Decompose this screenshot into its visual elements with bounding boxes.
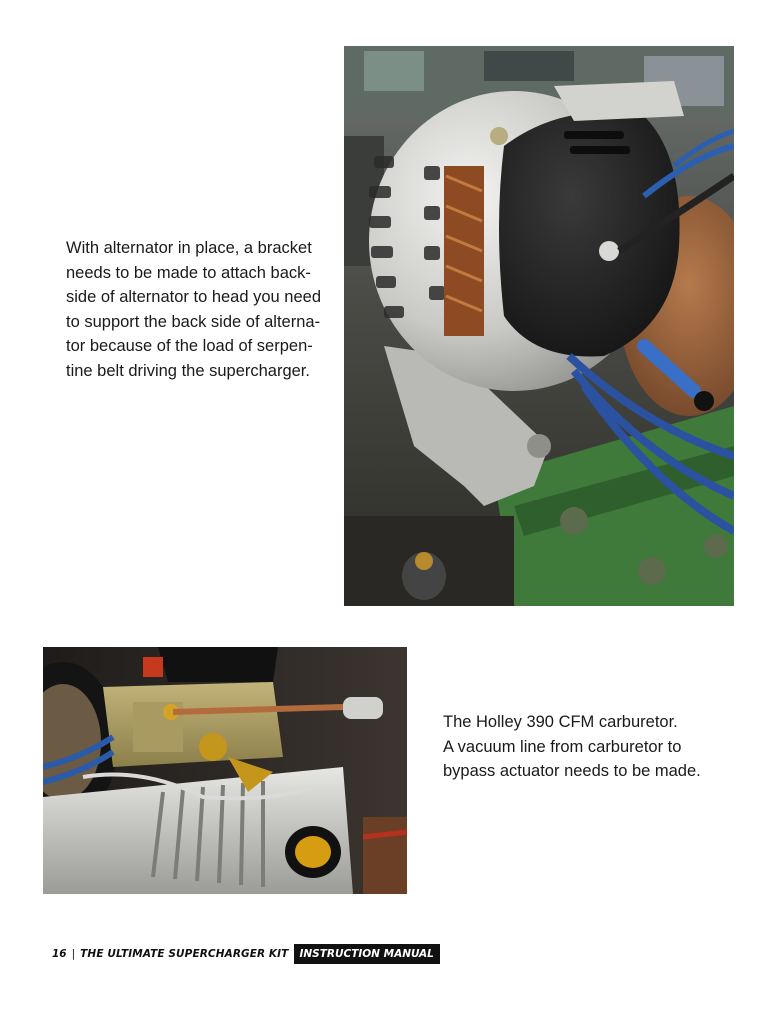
instruction-manual-tag: INSTRUCTION MANUAL: [294, 944, 439, 964]
caption-line: tine belt driving the supercharger.: [66, 361, 310, 380]
caption-line: bypass actuator needs to be made.: [443, 762, 701, 780]
footer-separator: |: [71, 948, 76, 960]
caption-line: A vacuum line from carburetor to: [443, 737, 682, 756]
alternator-photo: [344, 46, 734, 606]
caption-line: With alternator in place, a bracket: [66, 239, 312, 257]
alternator-caption: [66, 236, 336, 383]
page-number: 16: [52, 948, 67, 960]
caption-line: needs to be made to attach back-: [66, 263, 311, 282]
page-footer: [52, 944, 440, 964]
carburetor-caption: [443, 710, 763, 784]
caption-line: The Holley 390 CFM carburetor.: [443, 713, 678, 731]
carburetor-photo: [43, 647, 407, 894]
manual-title: THE ULTIMATE SUPERCHARGER KIT: [80, 948, 289, 960]
caption-line: tor because of the load of serpen-: [66, 337, 313, 355]
caption-line: to support the back side of alterna-: [66, 312, 321, 331]
caption-line: side of alternator to head you need: [66, 288, 322, 306]
